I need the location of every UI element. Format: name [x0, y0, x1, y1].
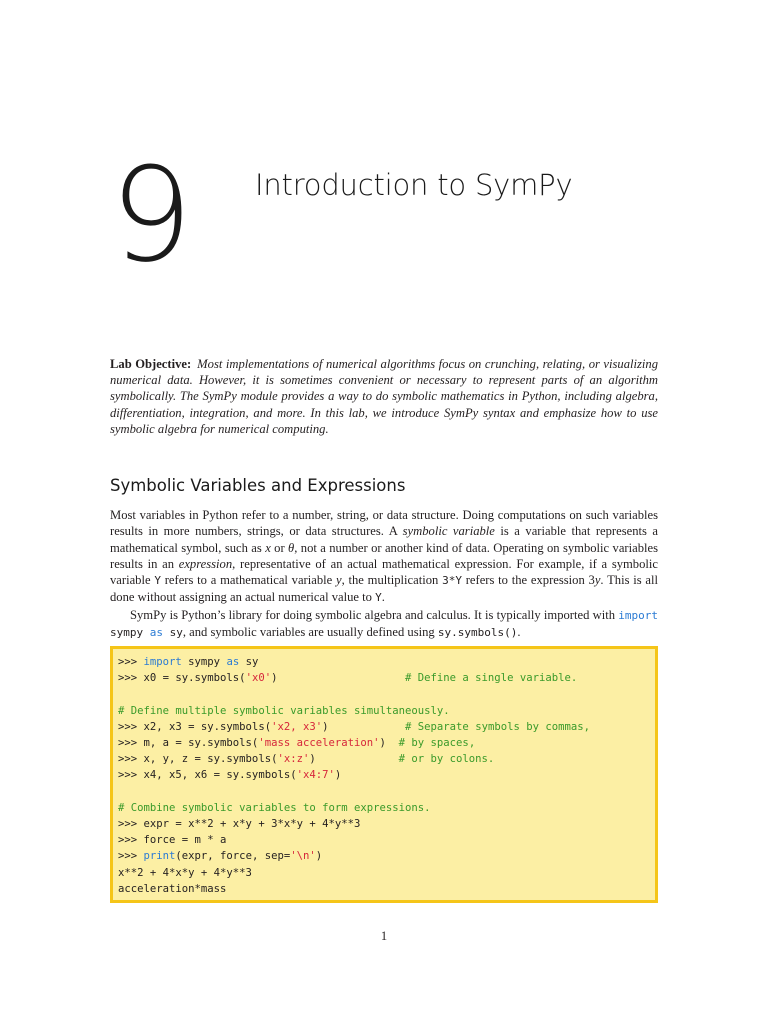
text-run: , not a number or another kind of data. Operating on symbolic variables results in an	[110, 540, 658, 571]
text-run: , and symbolic variables are usually defined using	[182, 625, 438, 640]
code-token: >>> x, y, z = sy.symbols(	[118, 753, 278, 766]
paragraph-symbolic-variables	[110, 507, 658, 607]
text-run: , representative of an actual mathematical expression. For example, if a symbolic variable	[110, 556, 658, 588]
section-heading: Symbolic Variables and Expressions	[110, 476, 406, 495]
page-number: 1	[380, 929, 388, 943]
lab-objective	[110, 356, 658, 437]
math-var: y	[336, 573, 342, 588]
inline-code: sy.symbols()	[437, 626, 518, 640]
code-comment: # Combine symbolic variables to form expressions.	[118, 801, 431, 814]
code-block	[110, 646, 658, 903]
emphasis: symbolic variable	[402, 524, 495, 539]
code-token: >>>	[118, 850, 144, 863]
text-run: refers to a mathematical variable	[160, 573, 336, 588]
text-run: .	[517, 625, 521, 640]
emphasis: expression	[178, 556, 233, 571]
inline-code: 3*Y	[442, 574, 462, 588]
code-token: >>> expr = x**2 + x*y + 3*x*y + 4*y**3	[118, 818, 361, 831]
text-run: SymPy is Python’s library for doing symbolic algebra and calculus. It is typically imported with	[130, 607, 619, 622]
code-keyword: print	[143, 850, 176, 863]
code-token: (expr, force, sep=	[175, 850, 291, 863]
inline-code-keyword: import	[618, 608, 658, 622]
code-string: 'mass acceleration'	[258, 737, 380, 750]
code-keyword: as	[226, 656, 240, 668]
code-token: sympy	[181, 656, 227, 668]
paragraph-sympy-import	[110, 607, 658, 642]
code-string: '\n'	[290, 850, 316, 863]
code-listing	[113, 649, 655, 902]
code-string: 'x4:7'	[296, 769, 335, 782]
code-token: >>> x4, x5, x6 = sy.symbols(	[118, 769, 297, 782]
text-run: refers to the expression 3	[461, 573, 595, 588]
code-comment: # Separate symbols by commas,	[405, 720, 590, 733]
code-token: )	[379, 737, 399, 750]
chapter-title: Introduction to SymPy	[255, 168, 573, 202]
code-keyword: import	[143, 656, 182, 668]
code-string: 'x:z'	[277, 753, 310, 766]
code-token: )	[309, 753, 399, 766]
text-run: .	[381, 590, 385, 605]
lab-objective-text: Most implementations of numerical algorithms focus on crunching, relating, or visualizing numerical data. However, it is sometimes convenient or necessary to represent parts of an algorithm symbolically. The SymPy module provides a way to do symbolic mathematics in Python, including algebra, differentiation, integration, and more. In this lab, we introduce SymPy syntax and emphasize how to use symbolic algebra for numerical computing.	[110, 357, 658, 436]
lab-objective-label: Lab Objective:	[110, 357, 192, 371]
code-token: >>> m, a = sy.symbols(	[118, 737, 259, 750]
code-token: )	[315, 850, 323, 863]
code-token: >>> force = m * a	[118, 834, 227, 847]
code-output: acceleration*mass	[118, 882, 227, 895]
code-comment: # by spaces,	[398, 737, 476, 750]
inline-code: sympy	[110, 626, 150, 640]
chapter-number: 9	[110, 139, 193, 291]
code-comment: # Define multiple symbolic variables simultaneously.	[118, 704, 450, 717]
inline-code: Y	[154, 574, 161, 588]
code-comment: # Define a single variable.	[405, 672, 578, 685]
inline-code-keyword: as	[149, 626, 163, 640]
code-token: )	[334, 769, 342, 782]
math-var: y	[594, 573, 601, 588]
code-comment: # or by colons.	[398, 753, 495, 766]
code-string: 'x2, x3'	[271, 720, 323, 733]
code-token: sy	[239, 656, 259, 668]
code-string: 'x0'	[245, 672, 272, 685]
code-token: )	[322, 720, 406, 733]
text-run: Most variables in Python refer to a number, string, or data structure. Doing computations on such variables results in more numbers, strings, or data structures. A	[110, 508, 658, 539]
code-token: )	[271, 672, 406, 685]
math-var: x	[265, 540, 271, 555]
body-text	[110, 507, 658, 641]
text-run: is a variable that represents a mathematical symbol, such as	[110, 524, 658, 555]
inline-code: Y	[375, 591, 382, 605]
inline-code: sy	[163, 626, 183, 640]
text-run: . This is all done without assigning an actual numerical value to	[110, 573, 659, 605]
code-token: >>>	[118, 656, 144, 668]
text-run: , the multiplication	[341, 573, 443, 588]
text-run: or	[270, 540, 289, 555]
code-token: >>> x0 = sy.symbols(	[118, 672, 246, 685]
code-token: >>> x2, x3 = sy.symbols(	[118, 720, 272, 733]
code-output: x**2 + 4*x*y + 4*y**3	[118, 866, 252, 879]
math-var: θ	[288, 540, 295, 555]
